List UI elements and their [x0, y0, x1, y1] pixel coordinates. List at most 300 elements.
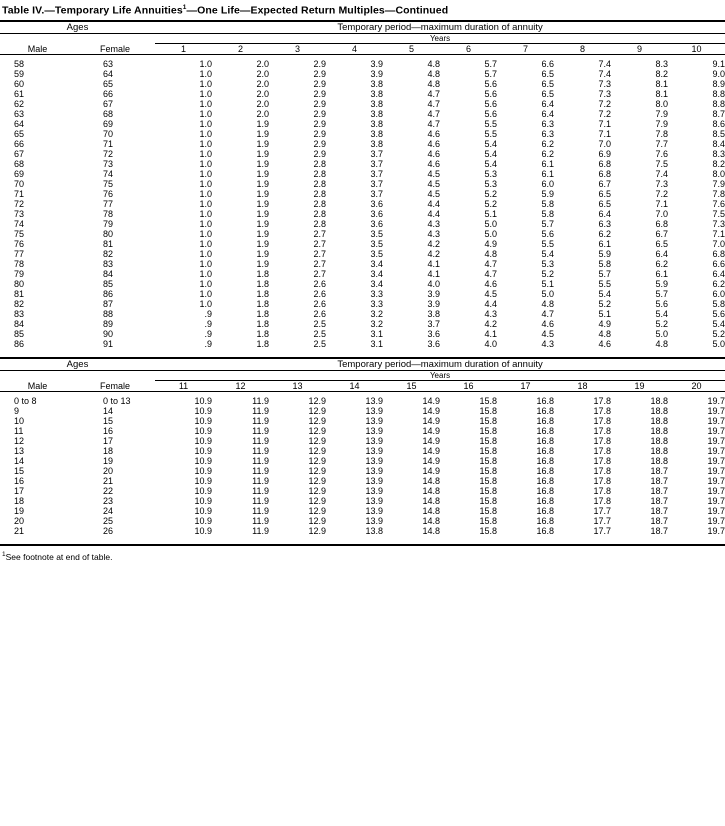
multiple-value: 6.6: [712, 258, 725, 269]
multiple-value: 16.8: [536, 515, 554, 526]
multiple-value: 2.0: [256, 98, 269, 109]
multiple-value: 2.7: [313, 228, 326, 239]
multiple-value: 1.9: [256, 168, 269, 179]
multiple-value: 5.6: [484, 108, 497, 119]
multiple-value: 7.3: [598, 88, 611, 99]
multiple-value: 7.8: [712, 188, 725, 199]
age-female: 23: [103, 495, 114, 506]
age-male: 0 to 8: [14, 395, 37, 406]
multiple-value: 15.8: [479, 495, 497, 506]
multiple-value: 12.9: [308, 415, 326, 426]
multiple-value: 7.8: [655, 128, 668, 139]
multiple-value: 10.9: [194, 515, 212, 526]
multiple-value: 7.4: [655, 168, 668, 179]
multiple-value: 2.9: [313, 58, 326, 69]
multiple-value: 3.4: [370, 268, 383, 279]
table-row: [0, 309, 725, 319]
multiple-value: 4.7: [484, 258, 497, 269]
section1-col-year-8: 8: [579, 43, 585, 54]
multiple-value: 3.8: [370, 108, 383, 119]
multiple-value: 5.4: [484, 148, 497, 159]
multiple-value: 6.1: [655, 268, 668, 279]
multiple-value: 5.8: [541, 208, 554, 219]
multiple-value: 6.2: [712, 278, 725, 289]
age-male: 9: [14, 405, 20, 416]
age-female: 22: [103, 485, 114, 496]
multiple-value: 5.0: [712, 338, 725, 349]
multiple-value: 1.0: [199, 288, 212, 299]
multiple-value: 4.3: [427, 218, 440, 229]
multiple-value: 5.7: [655, 288, 668, 299]
multiple-value: 3.7: [370, 178, 383, 189]
multiple-value: 6.5: [541, 78, 554, 89]
multiple-value: 7.1: [655, 198, 668, 209]
table-row: [0, 159, 725, 169]
multiple-value: 17.8: [593, 495, 611, 506]
multiple-value: 8.0: [712, 168, 725, 179]
multiple-value: 2.9: [313, 98, 326, 109]
multiple-value: 15.8: [479, 515, 497, 526]
age-female: 64: [103, 68, 114, 79]
age-male: 79: [14, 268, 25, 279]
age-female: 72: [103, 148, 114, 159]
age-female: 79: [103, 218, 114, 229]
table-row: [0, 69, 725, 79]
multiple-value: 1.0: [199, 88, 212, 99]
multiple-value: 5.8: [541, 198, 554, 209]
multiple-value: 1.0: [199, 228, 212, 239]
table-row: [0, 506, 725, 516]
table-row: [0, 79, 725, 89]
multiple-value: 4.8: [541, 298, 554, 309]
multiple-value: 16.8: [536, 525, 554, 536]
age-male: 68: [14, 158, 25, 169]
age-female: 70: [103, 128, 114, 139]
multiple-value: 7.1: [598, 128, 611, 139]
multiple-value: 7.4: [598, 68, 611, 79]
multiple-value: 2.9: [313, 138, 326, 149]
multiple-value: 15.8: [479, 455, 497, 466]
multiple-value: 14.8: [422, 485, 440, 496]
multiple-value: 14.9: [422, 425, 440, 436]
section2-ages-header: Ages: [66, 358, 89, 370]
age-male: 61: [14, 88, 25, 99]
multiple-value: 7.3: [712, 218, 725, 229]
age-male: 21: [14, 525, 25, 536]
multiple-value: 3.6: [370, 208, 383, 219]
multiple-value: 16.8: [536, 425, 554, 436]
multiple-value: 2.8: [313, 218, 326, 229]
age-male: 18: [14, 495, 25, 506]
age-female: 82: [103, 248, 114, 259]
multiple-value: 8.3: [655, 58, 668, 69]
multiple-value: 6.5: [655, 238, 668, 249]
multiple-value: 8.1: [655, 78, 668, 89]
multiple-value: 8.8: [712, 88, 725, 99]
multiple-value: 13.9: [365, 415, 383, 426]
multiple-value: 8.8: [712, 98, 725, 109]
multiple-value: 12.9: [308, 425, 326, 436]
multiple-value: 13.9: [365, 445, 383, 456]
multiple-value: 10.9: [194, 505, 212, 516]
multiple-value: 19.7: [707, 515, 725, 526]
multiple-value: 6.2: [655, 258, 668, 269]
multiple-value: 3.2: [370, 308, 383, 319]
table-row: [0, 209, 725, 219]
table-row: [0, 99, 725, 109]
age-female: 85: [103, 278, 114, 289]
multiple-value: 3.8: [370, 138, 383, 149]
multiple-value: 4.7: [541, 308, 554, 319]
multiple-value: 4.8: [427, 68, 440, 79]
multiple-value: 3.8: [370, 128, 383, 139]
multiple-value: 18.8: [650, 405, 668, 416]
multiple-value: 2.5: [313, 328, 326, 339]
multiple-value: 5.4: [541, 248, 554, 259]
multiple-value: 5.9: [655, 278, 668, 289]
age-male: 80: [14, 278, 25, 289]
multiple-value: 10.9: [194, 435, 212, 446]
multiple-value: 11.9: [252, 485, 269, 496]
multiple-value: 5.0: [484, 228, 497, 239]
table-row: [0, 199, 725, 209]
multiple-value: 18.7: [650, 505, 668, 516]
multiple-value: 14.9: [422, 435, 440, 446]
multiple-value: 7.2: [598, 108, 611, 119]
multiple-value: 5.8: [712, 298, 725, 309]
age-female: 26: [103, 525, 114, 536]
multiple-value: 5.2: [655, 318, 668, 329]
multiple-value: 4.3: [484, 308, 497, 319]
multiple-value: 2.6: [313, 288, 326, 299]
table-row: [0, 426, 725, 436]
table-row: [0, 339, 725, 349]
footnote-text: See footnote at end of table.: [5, 551, 113, 562]
multiple-value: 1.0: [199, 188, 212, 199]
multiple-value: 15.8: [479, 525, 497, 536]
multiple-value: 14.9: [422, 455, 440, 466]
multiple-value: 3.9: [427, 298, 440, 309]
table-row: [0, 219, 725, 229]
multiple-value: 4.6: [427, 138, 440, 149]
section2-period-header: Temporary period—maximum duration of annuity: [337, 358, 543, 370]
table-row: [0, 249, 725, 259]
multiple-value: 5.8: [598, 258, 611, 269]
multiple-value: 13.9: [365, 475, 383, 486]
multiple-value: 1.0: [199, 138, 212, 149]
section1-col-year-5: 5: [408, 43, 414, 54]
multiple-value: 13.9: [365, 465, 383, 476]
multiple-value: 4.5: [541, 328, 554, 339]
multiple-value: .9: [204, 338, 212, 349]
multiple-value: 5.4: [598, 288, 611, 299]
multiple-value: 1.0: [199, 248, 212, 259]
multiple-value: 18.7: [650, 495, 668, 506]
multiple-value: 4.8: [484, 248, 497, 259]
multiple-value: 10.9: [194, 455, 212, 466]
multiple-value: 7.0: [712, 238, 725, 249]
multiple-value: 9.0: [712, 68, 725, 79]
multiple-value: 17.8: [593, 425, 611, 436]
multiple-value: 5.2: [484, 188, 497, 199]
multiple-value: 4.5: [484, 288, 497, 299]
age-female: 68: [103, 108, 114, 119]
multiple-value: 6.4: [655, 248, 668, 259]
multiple-value: 6.1: [541, 158, 554, 169]
table-row: [0, 259, 725, 269]
multiple-value: 6.9: [598, 148, 611, 159]
age-female: 18: [103, 445, 114, 456]
age-female: 81: [103, 238, 114, 249]
section1-body: [0, 59, 725, 349]
multiple-value: 10.9: [194, 465, 212, 476]
multiple-value: 4.6: [427, 128, 440, 139]
multiple-value: 19.7: [707, 445, 725, 456]
multiple-value: 2.0: [256, 58, 269, 69]
multiple-value: 1.8: [256, 278, 269, 289]
multiple-value: 3.4: [370, 258, 383, 269]
section2-column-header-row: [0, 381, 725, 391]
multiple-value: 1.9: [256, 138, 269, 149]
multiple-value: 1.9: [256, 178, 269, 189]
table-row: [0, 269, 725, 279]
multiple-value: 6.8: [712, 248, 725, 259]
multiple-value: 3.7: [370, 148, 383, 159]
multiple-value: 1.8: [256, 318, 269, 329]
age-female: 16: [103, 425, 114, 436]
age-female: 63: [103, 58, 114, 69]
table-row: [0, 119, 725, 129]
multiple-value: 4.7: [427, 118, 440, 129]
multiple-value: 7.7: [655, 138, 668, 149]
multiple-value: 8.5: [712, 128, 725, 139]
table-row: [0, 466, 725, 476]
table-row: [0, 446, 725, 456]
multiple-value: 4.8: [427, 78, 440, 89]
multiple-value: 14.9: [422, 465, 440, 476]
multiple-value: 6.0: [712, 288, 725, 299]
age-male: 15: [14, 465, 25, 476]
section1-col-year-2: 2: [237, 43, 243, 54]
multiple-value: 17.8: [593, 415, 611, 426]
multiple-value: 16.8: [536, 505, 554, 516]
multiple-value: 7.0: [598, 138, 611, 149]
age-male: 77: [14, 248, 25, 259]
section1-column-header-row: [0, 44, 725, 54]
age-female: 86: [103, 288, 114, 299]
multiple-value: 4.6: [427, 148, 440, 159]
multiple-value: 5.5: [484, 128, 497, 139]
multiple-value: 5.6: [712, 308, 725, 319]
section1-col-year-3: 3: [294, 43, 300, 54]
age-female: 14: [103, 405, 114, 416]
age-female: 17: [103, 435, 114, 446]
table-row: [0, 59, 725, 69]
age-female: 15: [103, 415, 114, 426]
multiple-value: 5.4: [712, 318, 725, 329]
multiple-value: 12.9: [308, 445, 326, 456]
age-female: 0 to 13: [103, 395, 131, 406]
multiple-value: 4.7: [427, 108, 440, 119]
multiple-value: 1.8: [256, 338, 269, 349]
table-row: [0, 179, 725, 189]
multiple-value: 1.0: [199, 298, 212, 309]
multiple-value: 7.4: [598, 58, 611, 69]
multiple-value: 7.3: [598, 78, 611, 89]
multiple-value: 1.0: [199, 108, 212, 119]
section2-col-female: Female: [99, 380, 130, 391]
multiple-value: 13.9: [365, 485, 383, 496]
age-male: 72: [14, 198, 25, 209]
table-row: [0, 149, 725, 159]
multiple-value: 11.9: [252, 475, 269, 486]
multiple-value: 13.9: [365, 405, 383, 416]
table-row: [0, 129, 725, 139]
section2-col-male: Male: [27, 380, 48, 391]
multiple-value: 3.5: [370, 238, 383, 249]
section2-col-year-13: 13: [292, 380, 303, 391]
multiple-value: 4.1: [427, 258, 440, 269]
age-male: 70: [14, 178, 25, 189]
multiple-value: 6.8: [598, 168, 611, 179]
multiple-value: 6.3: [541, 128, 554, 139]
multiple-value: 5.5: [598, 278, 611, 289]
multiple-value: 6.4: [712, 268, 725, 279]
multiple-value: 5.2: [598, 298, 611, 309]
age-female: 78: [103, 208, 114, 219]
multiple-value: 12.9: [308, 515, 326, 526]
multiple-value: 12.9: [308, 435, 326, 446]
multiple-value: 3.5: [370, 228, 383, 239]
multiple-value: 4.8: [598, 328, 611, 339]
multiple-value: 6.1: [598, 238, 611, 249]
multiple-value: 17.8: [593, 475, 611, 486]
multiple-value: 4.3: [427, 228, 440, 239]
multiple-value: 19.7: [707, 505, 725, 516]
multiple-value: 3.8: [370, 98, 383, 109]
multiple-value: 17.7: [593, 515, 611, 526]
multiple-value: 1.0: [199, 178, 212, 189]
multiple-value: 13.9: [365, 455, 383, 466]
multiple-value: 19.7: [707, 455, 725, 466]
multiple-value: 19.7: [707, 415, 725, 426]
multiple-value: 5.1: [541, 278, 554, 289]
multiple-value: 16.8: [536, 485, 554, 496]
table-row: [0, 319, 725, 329]
multiple-value: 2.5: [313, 338, 326, 349]
multiple-value: 2.0: [256, 68, 269, 79]
multiple-value: 4.5: [427, 178, 440, 189]
multiple-value: 4.2: [484, 318, 497, 329]
age-female: 21: [103, 475, 114, 486]
multiple-value: 1.9: [256, 148, 269, 159]
multiple-value: 15.8: [479, 395, 497, 406]
multiple-value: 6.6: [541, 58, 554, 69]
section1-col-year-6: 6: [465, 43, 471, 54]
section2-col-year-18: 18: [577, 380, 588, 391]
multiple-value: 5.1: [598, 308, 611, 319]
section2-body: [0, 396, 725, 536]
multiple-value: 5.7: [484, 58, 497, 69]
age-male: 85: [14, 328, 25, 339]
multiple-value: 19.7: [707, 435, 725, 446]
section2-col-year-15: 15: [406, 380, 417, 391]
section2-col-year-16: 16: [463, 380, 474, 391]
age-female: 87: [103, 298, 114, 309]
multiple-value: 3.9: [370, 68, 383, 79]
multiple-value: 16.8: [536, 455, 554, 466]
section1-col-female: Female: [99, 43, 130, 54]
multiple-value: 1.9: [256, 238, 269, 249]
multiple-value: 7.0: [655, 208, 668, 219]
multiple-value: 5.3: [541, 258, 554, 269]
multiple-value: 4.4: [427, 198, 440, 209]
multiple-value: 1.0: [199, 198, 212, 209]
multiple-value: 17.8: [593, 465, 611, 476]
multiple-value: 10.9: [194, 425, 212, 436]
section2-col-year-14: 14: [349, 380, 360, 391]
multiple-value: 3.8: [427, 308, 440, 319]
multiple-value: 5.5: [541, 238, 554, 249]
multiple-value: 3.9: [427, 288, 440, 299]
multiple-value: 6.8: [598, 158, 611, 169]
multiple-value: 3.5: [370, 248, 383, 259]
table-row: [0, 109, 725, 119]
multiple-value: 5.3: [484, 168, 497, 179]
multiple-value: 5.2: [484, 198, 497, 209]
multiple-value: .9: [204, 318, 212, 329]
multiple-value: 14.9: [422, 415, 440, 426]
multiple-value: 4.5: [427, 168, 440, 179]
multiple-value: 4.9: [598, 318, 611, 329]
age-male: 16: [14, 475, 25, 486]
age-female: 20: [103, 465, 114, 476]
age-male: 74: [14, 218, 25, 229]
multiple-value: 10.9: [194, 475, 212, 486]
multiple-value: 12.9: [308, 455, 326, 466]
multiple-value: 15.8: [479, 465, 497, 476]
multiple-value: 13.9: [365, 515, 383, 526]
table-row: [0, 526, 725, 536]
multiple-value: 10.9: [194, 445, 212, 456]
multiple-value: 5.3: [484, 178, 497, 189]
multiple-value: 18.7: [650, 485, 668, 496]
multiple-value: 19.7: [707, 525, 725, 536]
multiple-value: 3.8: [370, 88, 383, 99]
multiple-value: 2.7: [313, 238, 326, 249]
multiple-value: 18.8: [650, 425, 668, 436]
multiple-value: 1.0: [199, 68, 212, 79]
multiple-value: 10.9: [194, 415, 212, 426]
table-row: [0, 239, 725, 249]
table-row: [0, 456, 725, 466]
table-row: [0, 299, 725, 309]
age-female: 74: [103, 168, 114, 179]
multiple-value: 4.8: [655, 338, 668, 349]
table-row: [0, 279, 725, 289]
multiple-value: 6.3: [598, 218, 611, 229]
multiple-value: 3.3: [370, 298, 383, 309]
multiple-value: 15.8: [479, 405, 497, 416]
multiple-value: 4.7: [484, 268, 497, 279]
age-female: 24: [103, 505, 114, 516]
table-row: [0, 496, 725, 506]
multiple-value: 12.9: [308, 465, 326, 476]
multiple-value: 1.0: [199, 158, 212, 169]
multiple-value: 18.8: [650, 445, 668, 456]
multiple-value: 16.8: [536, 475, 554, 486]
table-row: [0, 406, 725, 416]
